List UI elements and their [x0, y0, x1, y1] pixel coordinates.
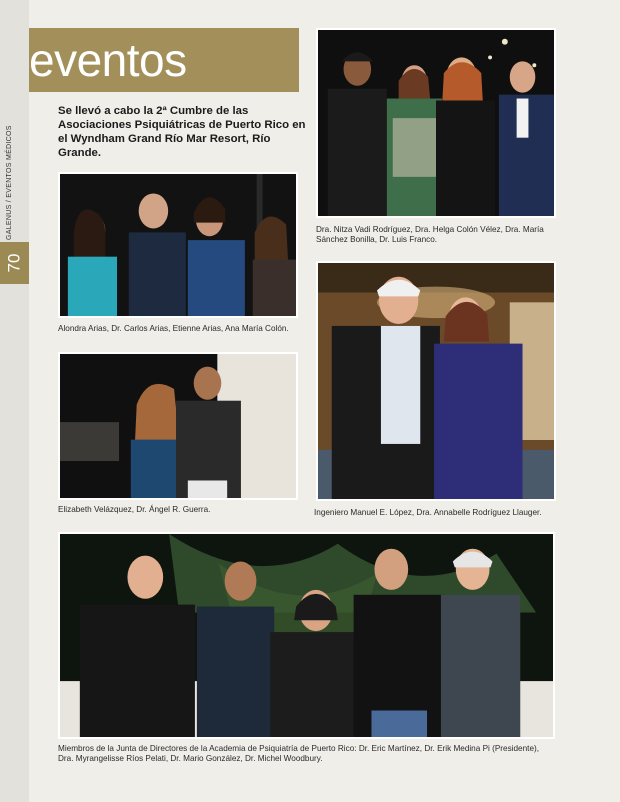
page-number: 70 [4, 253, 24, 273]
photo-caption: Ingeniero Manuel E. López, Dra. Annabelle Rodríguez Llauger. [314, 508, 542, 517]
intro-text: Se llevó a cabo la 2ª Cumbre de las Asociaciones Psiquiátricas de Puerto Rico en el Wyndham Grand Río Mar Resort, Río Grande. [58, 105, 306, 159]
page-number-tab [0, 242, 29, 284]
photo-velazquez-guerra [58, 352, 298, 500]
photo-caption: Alondra Arias, Dr. Carlos Arias, Etienne Arias, Ana María Colón. [58, 324, 289, 333]
section-title: eventos [29, 34, 187, 86]
section-running-label: GALENUS / EVENTOS MÉDICOS [6, 125, 13, 240]
photo-caption: Miembros de la Junta de Directores de la Academia de Psiquiatría de Puerto Rico: Dr. Eric Martínez, Dr. Erik Medina Pi (Presidente), Dra. Myrangelisse Ríos Pelati, Dr. Mario González, Dr. Michel Woodbury. [58, 744, 539, 763]
photo-caption: Dra. Nitza Vadi Rodríguez, Dra. Helga Colón Vélez, Dra. María Sánchez Bonilla, Dr. Luis Franco. [316, 225, 544, 244]
photo-arias-family [58, 172, 298, 318]
side-strip [0, 0, 29, 802]
photo-lopez-rodriguez [316, 261, 556, 501]
photo-vadi-colon-sanchez-franco [316, 28, 556, 218]
photo-caption: Elizabeth Velázquez, Dr. Ángel R. Guerra. [58, 505, 211, 514]
photo-junta-directores [58, 532, 555, 739]
